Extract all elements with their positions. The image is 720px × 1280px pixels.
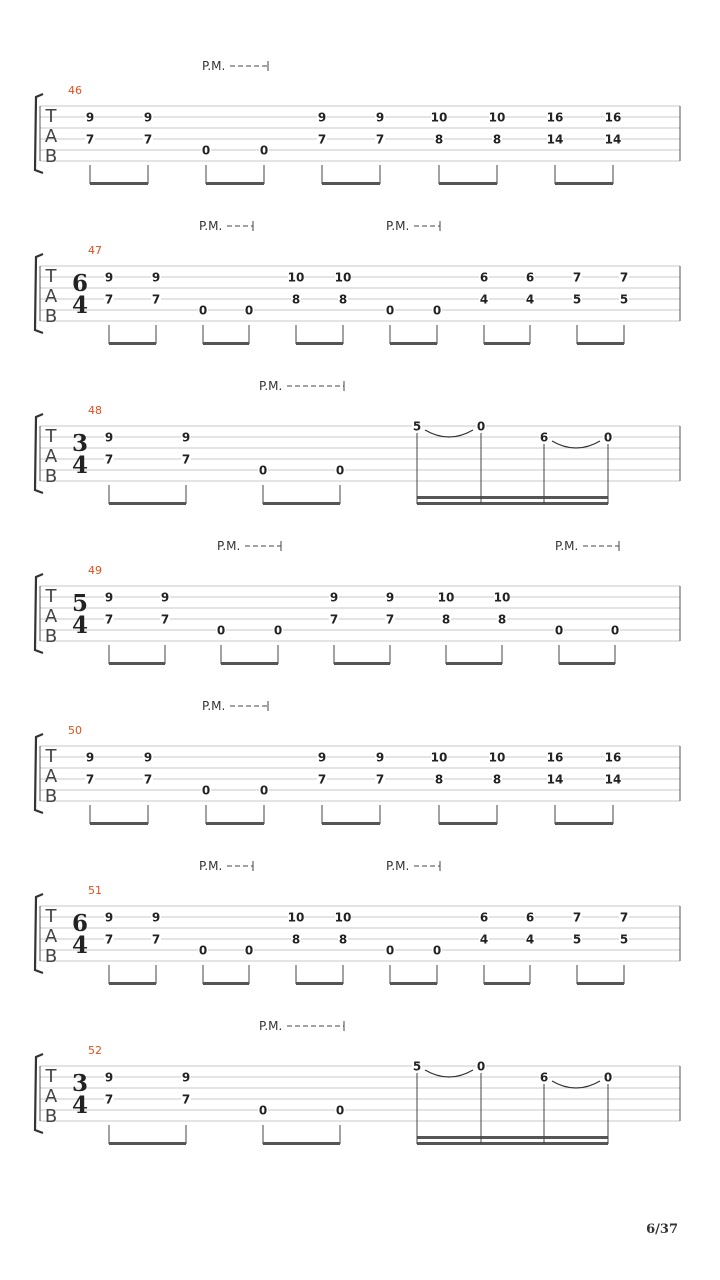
eighth-beam xyxy=(221,662,278,665)
eighth-beam xyxy=(263,1142,340,1145)
fret-number: 7 xyxy=(385,612,395,627)
fret-number: 7 xyxy=(572,270,582,285)
eighth-beam xyxy=(263,502,340,505)
eighth-beam xyxy=(439,822,497,825)
fret-number: 9 xyxy=(385,590,395,605)
fret-number: 0 xyxy=(201,783,211,798)
fret-number: 0 xyxy=(335,1103,345,1118)
eighth-beam xyxy=(109,1142,186,1145)
eighth-beam xyxy=(296,982,343,985)
eighth-beam xyxy=(577,342,624,345)
eighth-beam xyxy=(90,822,148,825)
sixteenth-beam-secondary xyxy=(417,496,608,499)
fret-number: 14 xyxy=(604,132,622,147)
fret-number: 0 xyxy=(198,943,208,958)
tab-clef-a: A xyxy=(44,446,58,467)
fret-number: 7 xyxy=(181,452,191,467)
fret-number: 7 xyxy=(375,132,385,147)
palm-mute-label: P.M. xyxy=(199,219,223,233)
tab-clef-b: B xyxy=(44,306,58,327)
fret-number: 5 xyxy=(572,932,582,947)
fret-number: 9 xyxy=(181,1070,191,1085)
fret-number: 0 xyxy=(201,143,211,158)
fret-number: 7 xyxy=(619,270,629,285)
fret-number: 9 xyxy=(85,750,95,765)
tab-clef-b: B xyxy=(44,626,58,647)
time-sig-numerator: 3 xyxy=(71,430,89,457)
tab-system xyxy=(35,1019,680,1145)
tie-arc xyxy=(425,430,473,437)
sixteenth-beam-primary xyxy=(417,502,608,505)
time-sig-numerator: 5 xyxy=(71,590,89,617)
sixteenth-beam-secondary xyxy=(417,1136,608,1139)
eighth-beam xyxy=(559,662,615,665)
fret-number: 8 xyxy=(434,132,444,147)
palm-mute-label: P.M. xyxy=(259,379,283,393)
fret-number: 10 xyxy=(493,590,511,605)
eighth-beam xyxy=(555,822,613,825)
tab-clef-t: T xyxy=(45,266,57,287)
fret-number: 10 xyxy=(287,270,305,285)
tie-arc xyxy=(425,1070,473,1077)
eighth-beam xyxy=(90,182,148,185)
fret-number: 9 xyxy=(143,750,153,765)
fret-number: 6 xyxy=(479,270,489,285)
fret-number: 5 xyxy=(412,1059,422,1074)
fret-number: 10 xyxy=(334,270,352,285)
fret-number: 7 xyxy=(104,1092,114,1107)
fret-number: 10 xyxy=(287,910,305,925)
tab-clef-a: A xyxy=(44,1086,58,1107)
time-sig-denominator: 4 xyxy=(71,612,89,639)
fret-number: 6 xyxy=(525,910,535,925)
eighth-beam xyxy=(446,662,502,665)
fret-number: 9 xyxy=(104,1070,114,1085)
tab-clef-t: T xyxy=(45,906,57,927)
palm-mute-label: P.M. xyxy=(386,859,410,873)
tab-clef-a: A xyxy=(44,766,58,787)
measure-number: 49 xyxy=(88,564,102,577)
fret-number: 7 xyxy=(317,132,327,147)
measure-number: 52 xyxy=(88,1044,102,1057)
time-sig-denominator: 4 xyxy=(71,932,89,959)
tab-clef-b: B xyxy=(44,466,58,487)
measure-number: 51 xyxy=(88,884,102,897)
fret-number: 0 xyxy=(244,943,254,958)
eighth-beam xyxy=(334,662,390,665)
fret-number: 0 xyxy=(603,430,613,445)
fret-number: 7 xyxy=(160,612,170,627)
eighth-beam xyxy=(206,182,264,185)
time-sig-numerator: 6 xyxy=(71,910,89,937)
tab-clef-t: T xyxy=(45,426,57,447)
fret-number: 9 xyxy=(104,270,114,285)
fret-number: 0 xyxy=(385,943,395,958)
fret-number: 9 xyxy=(151,270,161,285)
fret-number: 7 xyxy=(375,772,385,787)
time-sig-numerator: 6 xyxy=(71,270,89,297)
fret-number: 16 xyxy=(604,750,622,765)
fret-number: 8 xyxy=(497,612,507,627)
fret-number: 0 xyxy=(216,623,226,638)
time-sig-denominator: 4 xyxy=(71,1092,89,1119)
eighth-beam xyxy=(484,342,530,345)
tab-system xyxy=(35,59,680,185)
tab-system xyxy=(35,859,680,985)
tab-clef-b: B xyxy=(44,146,58,167)
fret-number: 16 xyxy=(546,110,564,125)
fret-number: 9 xyxy=(160,590,170,605)
tab-clef-t: T xyxy=(45,586,57,607)
time-sig-denominator: 4 xyxy=(71,452,89,479)
fret-number: 16 xyxy=(604,110,622,125)
measure-number: 47 xyxy=(88,244,102,257)
fret-number: 9 xyxy=(151,910,161,925)
fret-number: 7 xyxy=(104,292,114,307)
fret-number: 8 xyxy=(492,132,502,147)
eighth-beam xyxy=(322,822,380,825)
eighth-beam xyxy=(109,502,186,505)
page-indicator: 6/37 xyxy=(646,1222,678,1237)
fret-number: 10 xyxy=(430,750,448,765)
eighth-beam xyxy=(203,982,249,985)
fret-number: 9 xyxy=(317,110,327,125)
fret-number: 8 xyxy=(338,932,348,947)
fret-number: 7 xyxy=(151,292,161,307)
fret-number: 8 xyxy=(441,612,451,627)
fret-number: 5 xyxy=(619,932,629,947)
fret-number: 9 xyxy=(375,750,385,765)
tab-system xyxy=(35,219,680,345)
fret-number: 8 xyxy=(338,292,348,307)
fret-number: 5 xyxy=(572,292,582,307)
fret-number: 7 xyxy=(85,772,95,787)
fret-number: 9 xyxy=(317,750,327,765)
eighth-beam xyxy=(109,662,165,665)
tab-clef-t: T xyxy=(45,1066,57,1087)
eighth-beam xyxy=(484,982,530,985)
eighth-beam xyxy=(322,182,380,185)
tab-clef-b: B xyxy=(44,946,58,967)
measure-number: 50 xyxy=(68,724,82,737)
tab-system xyxy=(35,379,680,505)
palm-mute-label: P.M. xyxy=(202,699,226,713)
fret-number: 0 xyxy=(335,463,345,478)
palm-mute-label: P.M. xyxy=(217,539,241,553)
fret-number: 7 xyxy=(329,612,339,627)
measure-number: 46 xyxy=(68,84,82,97)
fret-number: 0 xyxy=(259,783,269,798)
fret-number: 4 xyxy=(525,292,535,307)
fret-number: 14 xyxy=(604,772,622,787)
fret-number: 9 xyxy=(181,430,191,445)
fret-number: 10 xyxy=(488,750,506,765)
fret-number: 8 xyxy=(291,292,301,307)
eighth-beam xyxy=(390,342,437,345)
fret-number: 9 xyxy=(104,430,114,445)
eighth-beam xyxy=(203,342,249,345)
fret-number: 0 xyxy=(476,419,486,434)
fret-number: 0 xyxy=(258,1103,268,1118)
time-sig-denominator: 4 xyxy=(71,292,89,319)
fret-number: 14 xyxy=(546,132,564,147)
eighth-beam xyxy=(109,342,156,345)
fret-number: 6 xyxy=(525,270,535,285)
fret-number: 0 xyxy=(610,623,620,638)
fret-number: 8 xyxy=(492,772,502,787)
tab-clef-t: T xyxy=(45,106,57,127)
fret-number: 4 xyxy=(525,932,535,947)
time-sig-numerator: 3 xyxy=(71,1070,89,1097)
fret-number: 6 xyxy=(479,910,489,925)
fret-number: 5 xyxy=(619,292,629,307)
fret-number: 10 xyxy=(334,910,352,925)
fret-number: 0 xyxy=(198,303,208,318)
fret-number: 9 xyxy=(143,110,153,125)
fret-number: 0 xyxy=(603,1070,613,1085)
fret-number: 9 xyxy=(85,110,95,125)
fret-number: 7 xyxy=(317,772,327,787)
palm-mute-label: P.M. xyxy=(555,539,579,553)
fret-number: 10 xyxy=(430,110,448,125)
fret-number: 9 xyxy=(375,110,385,125)
fret-number: 4 xyxy=(479,932,489,947)
fret-number: 9 xyxy=(329,590,339,605)
palm-mute-label: P.M. xyxy=(259,1019,283,1033)
tab-system xyxy=(35,699,680,825)
fret-number: 0 xyxy=(258,463,268,478)
fret-number: 16 xyxy=(546,750,564,765)
tab-clef-a: A xyxy=(44,926,58,947)
fret-number: 7 xyxy=(181,1092,191,1107)
fret-number: 0 xyxy=(432,943,442,958)
fret-number: 7 xyxy=(143,132,153,147)
fret-number: 0 xyxy=(554,623,564,638)
palm-mute-label: P.M. xyxy=(386,219,410,233)
fret-number: 7 xyxy=(104,932,114,947)
fret-number: 0 xyxy=(244,303,254,318)
fret-number: 7 xyxy=(572,910,582,925)
fret-number: 6 xyxy=(539,430,549,445)
fret-number: 10 xyxy=(488,110,506,125)
eighth-beam xyxy=(439,182,497,185)
fret-number: 0 xyxy=(432,303,442,318)
fret-number: 4 xyxy=(479,292,489,307)
eighth-beam xyxy=(296,342,343,345)
fret-number: 7 xyxy=(104,612,114,627)
fret-number: 0 xyxy=(273,623,283,638)
fret-number: 14 xyxy=(546,772,564,787)
tab-system xyxy=(35,539,680,665)
tab-clef-a: A xyxy=(44,286,58,307)
tab-clef-b: B xyxy=(44,1106,58,1127)
fret-number: 9 xyxy=(104,590,114,605)
fret-number: 9 xyxy=(104,910,114,925)
eighth-beam xyxy=(577,982,624,985)
tab-clef-t: T xyxy=(45,746,57,767)
fret-number: 5 xyxy=(412,419,422,434)
fret-number: 7 xyxy=(85,132,95,147)
tab-clef-a: A xyxy=(44,606,58,627)
tie-arc xyxy=(552,441,600,448)
fret-number: 7 xyxy=(143,772,153,787)
eighth-beam xyxy=(555,182,613,185)
measure-number: 48 xyxy=(88,404,102,417)
fret-number: 8 xyxy=(291,932,301,947)
fret-number: 0 xyxy=(259,143,269,158)
fret-number: 7 xyxy=(151,932,161,947)
palm-mute-label: P.M. xyxy=(202,59,226,73)
sixteenth-beam-primary xyxy=(417,1142,608,1145)
fret-number: 6 xyxy=(539,1070,549,1085)
eighth-beam xyxy=(390,982,437,985)
tab-clef-b: B xyxy=(44,786,58,807)
fret-number: 10 xyxy=(437,590,455,605)
fret-number: 7 xyxy=(619,910,629,925)
fret-number: 8 xyxy=(434,772,444,787)
fret-number: 0 xyxy=(385,303,395,318)
fret-number: 7 xyxy=(104,452,114,467)
eighth-beam xyxy=(109,982,156,985)
eighth-beam xyxy=(206,822,264,825)
tab-clef-a: A xyxy=(44,126,58,147)
palm-mute-label: P.M. xyxy=(199,859,223,873)
fret-number: 0 xyxy=(476,1059,486,1074)
tie-arc xyxy=(552,1081,600,1088)
